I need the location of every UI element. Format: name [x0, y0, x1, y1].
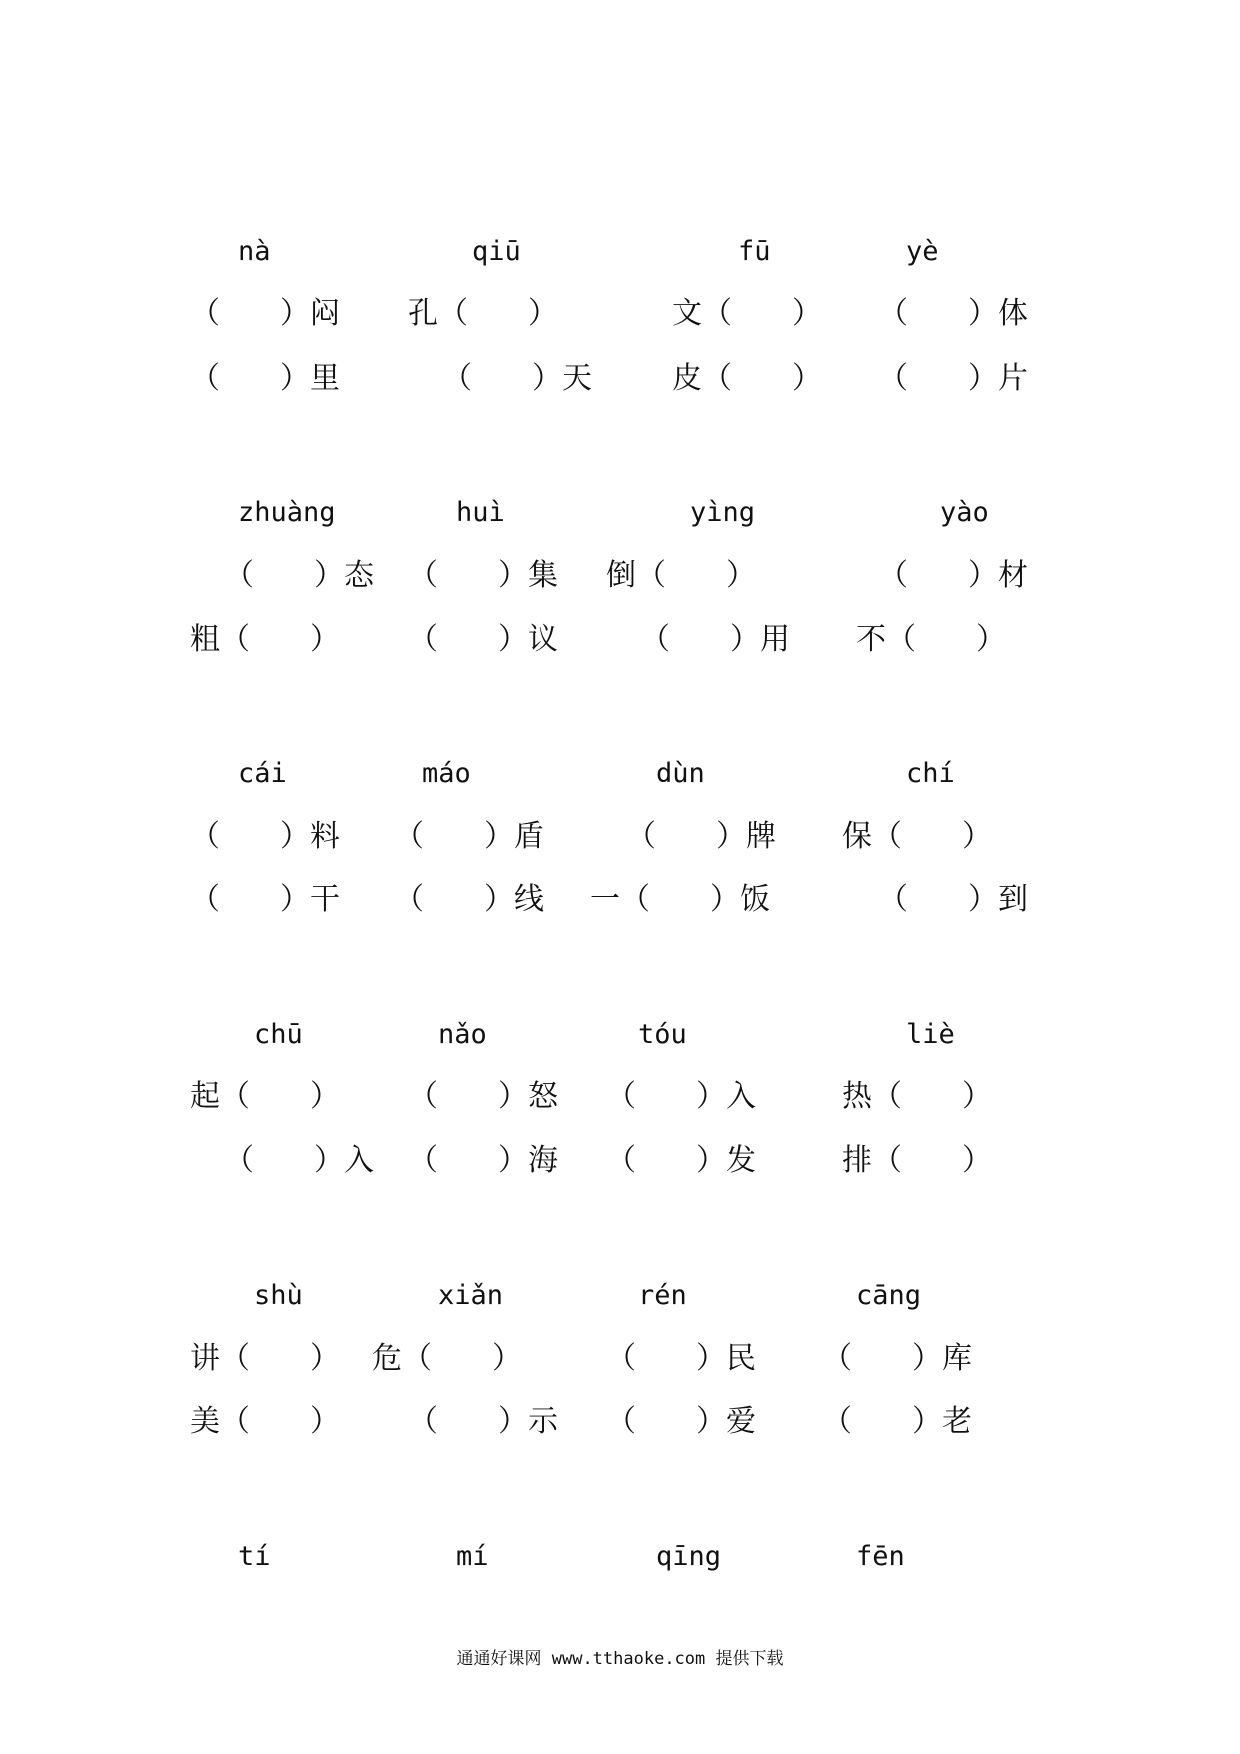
pinyin: chí [906, 758, 955, 789]
fill-blank: （ ）入 [224, 1143, 374, 1178]
pinyin: qiū [472, 236, 521, 267]
fill-blank: 美（ ） [190, 1404, 340, 1439]
pinyin: yìng [690, 497, 756, 528]
pinyin: máo [422, 758, 471, 789]
fill-blank: （ ）闷 [190, 296, 340, 331]
fill-blank: （ ）海 [408, 1143, 558, 1178]
fill-blank: （ ）爱 [606, 1404, 756, 1439]
fill-blank: （ ）民 [606, 1341, 756, 1376]
fill-blank: （ ）议 [408, 622, 558, 657]
fill-blank: 一（ ）饭 [590, 882, 770, 917]
fill-blank: （ ）牌 [626, 819, 776, 854]
pinyin: mí [456, 1541, 489, 1572]
fill-blank: （ ）干 [190, 882, 340, 917]
fill-blank: （ ）体 [878, 296, 1028, 331]
pinyin: yè [906, 236, 939, 267]
fill-blank: 排（ ） [842, 1143, 992, 1178]
fill-blank: （ ）示 [408, 1404, 558, 1439]
fill-blank: （ ）入 [606, 1079, 756, 1114]
fill-blank: （ ）到 [878, 882, 1028, 917]
fill-blank: （ ）材 [878, 558, 1028, 593]
fill-blank: 不（ ） [856, 622, 1006, 657]
pinyin: liè [906, 1019, 955, 1050]
fill-blank: （ ）料 [190, 819, 340, 854]
pinyin: xiǎn [438, 1280, 504, 1311]
fill-blank: （ ）里 [190, 361, 340, 396]
fill-blank: 讲（ ） [190, 1341, 340, 1376]
fill-blank: （ ）发 [606, 1143, 756, 1178]
fill-blank: （ ）线 [394, 882, 544, 917]
pinyin: chū [254, 1019, 303, 1050]
pinyin: dùn [656, 758, 705, 789]
pinyin: qīng [656, 1541, 722, 1572]
pinyin: cái [238, 758, 287, 789]
pinyin: cāng [856, 1280, 922, 1311]
fill-blank: （ ）用 [640, 622, 790, 657]
fill-blank: 热（ ） [842, 1079, 992, 1114]
pinyin: nǎo [438, 1019, 487, 1050]
fill-blank: （ ）集 [408, 558, 558, 593]
fill-blank: 危（ ） [372, 1341, 522, 1376]
pinyin: tóu [638, 1019, 687, 1050]
fill-blank: （ ）片 [878, 361, 1028, 396]
pinyin: rén [638, 1280, 687, 1311]
fill-blank: 保（ ） [842, 819, 992, 854]
pinyin: yào [940, 497, 989, 528]
fill-blank: 粗（ ） [190, 622, 340, 657]
fill-blank: 孔（ ） [408, 296, 558, 331]
pinyin: nà [238, 236, 271, 267]
fill-blank: （ ）天 [442, 361, 592, 396]
page-footer: 通通好课网 www.tthaoke.com 提供下载 [456, 1649, 784, 1669]
pinyin: fēn [856, 1541, 905, 1572]
pinyin: zhuàng [238, 497, 336, 528]
fill-blank: 文（ ） [672, 296, 822, 331]
pinyin: huì [456, 497, 505, 528]
fill-blank: 倒（ ） [606, 558, 756, 593]
fill-blank: （ ）老 [822, 1404, 972, 1439]
fill-blank: （ ）库 [822, 1341, 972, 1376]
pinyin: fū [738, 236, 771, 267]
fill-blank: 起（ ） [190, 1079, 340, 1114]
pinyin: shù [254, 1280, 303, 1311]
fill-blank: （ ）怒 [408, 1079, 558, 1114]
pinyin: tí [238, 1541, 271, 1572]
fill-blank: （ ）态 [224, 558, 374, 593]
fill-blank: （ ）盾 [394, 819, 544, 854]
fill-blank: 皮（ ） [672, 361, 822, 396]
